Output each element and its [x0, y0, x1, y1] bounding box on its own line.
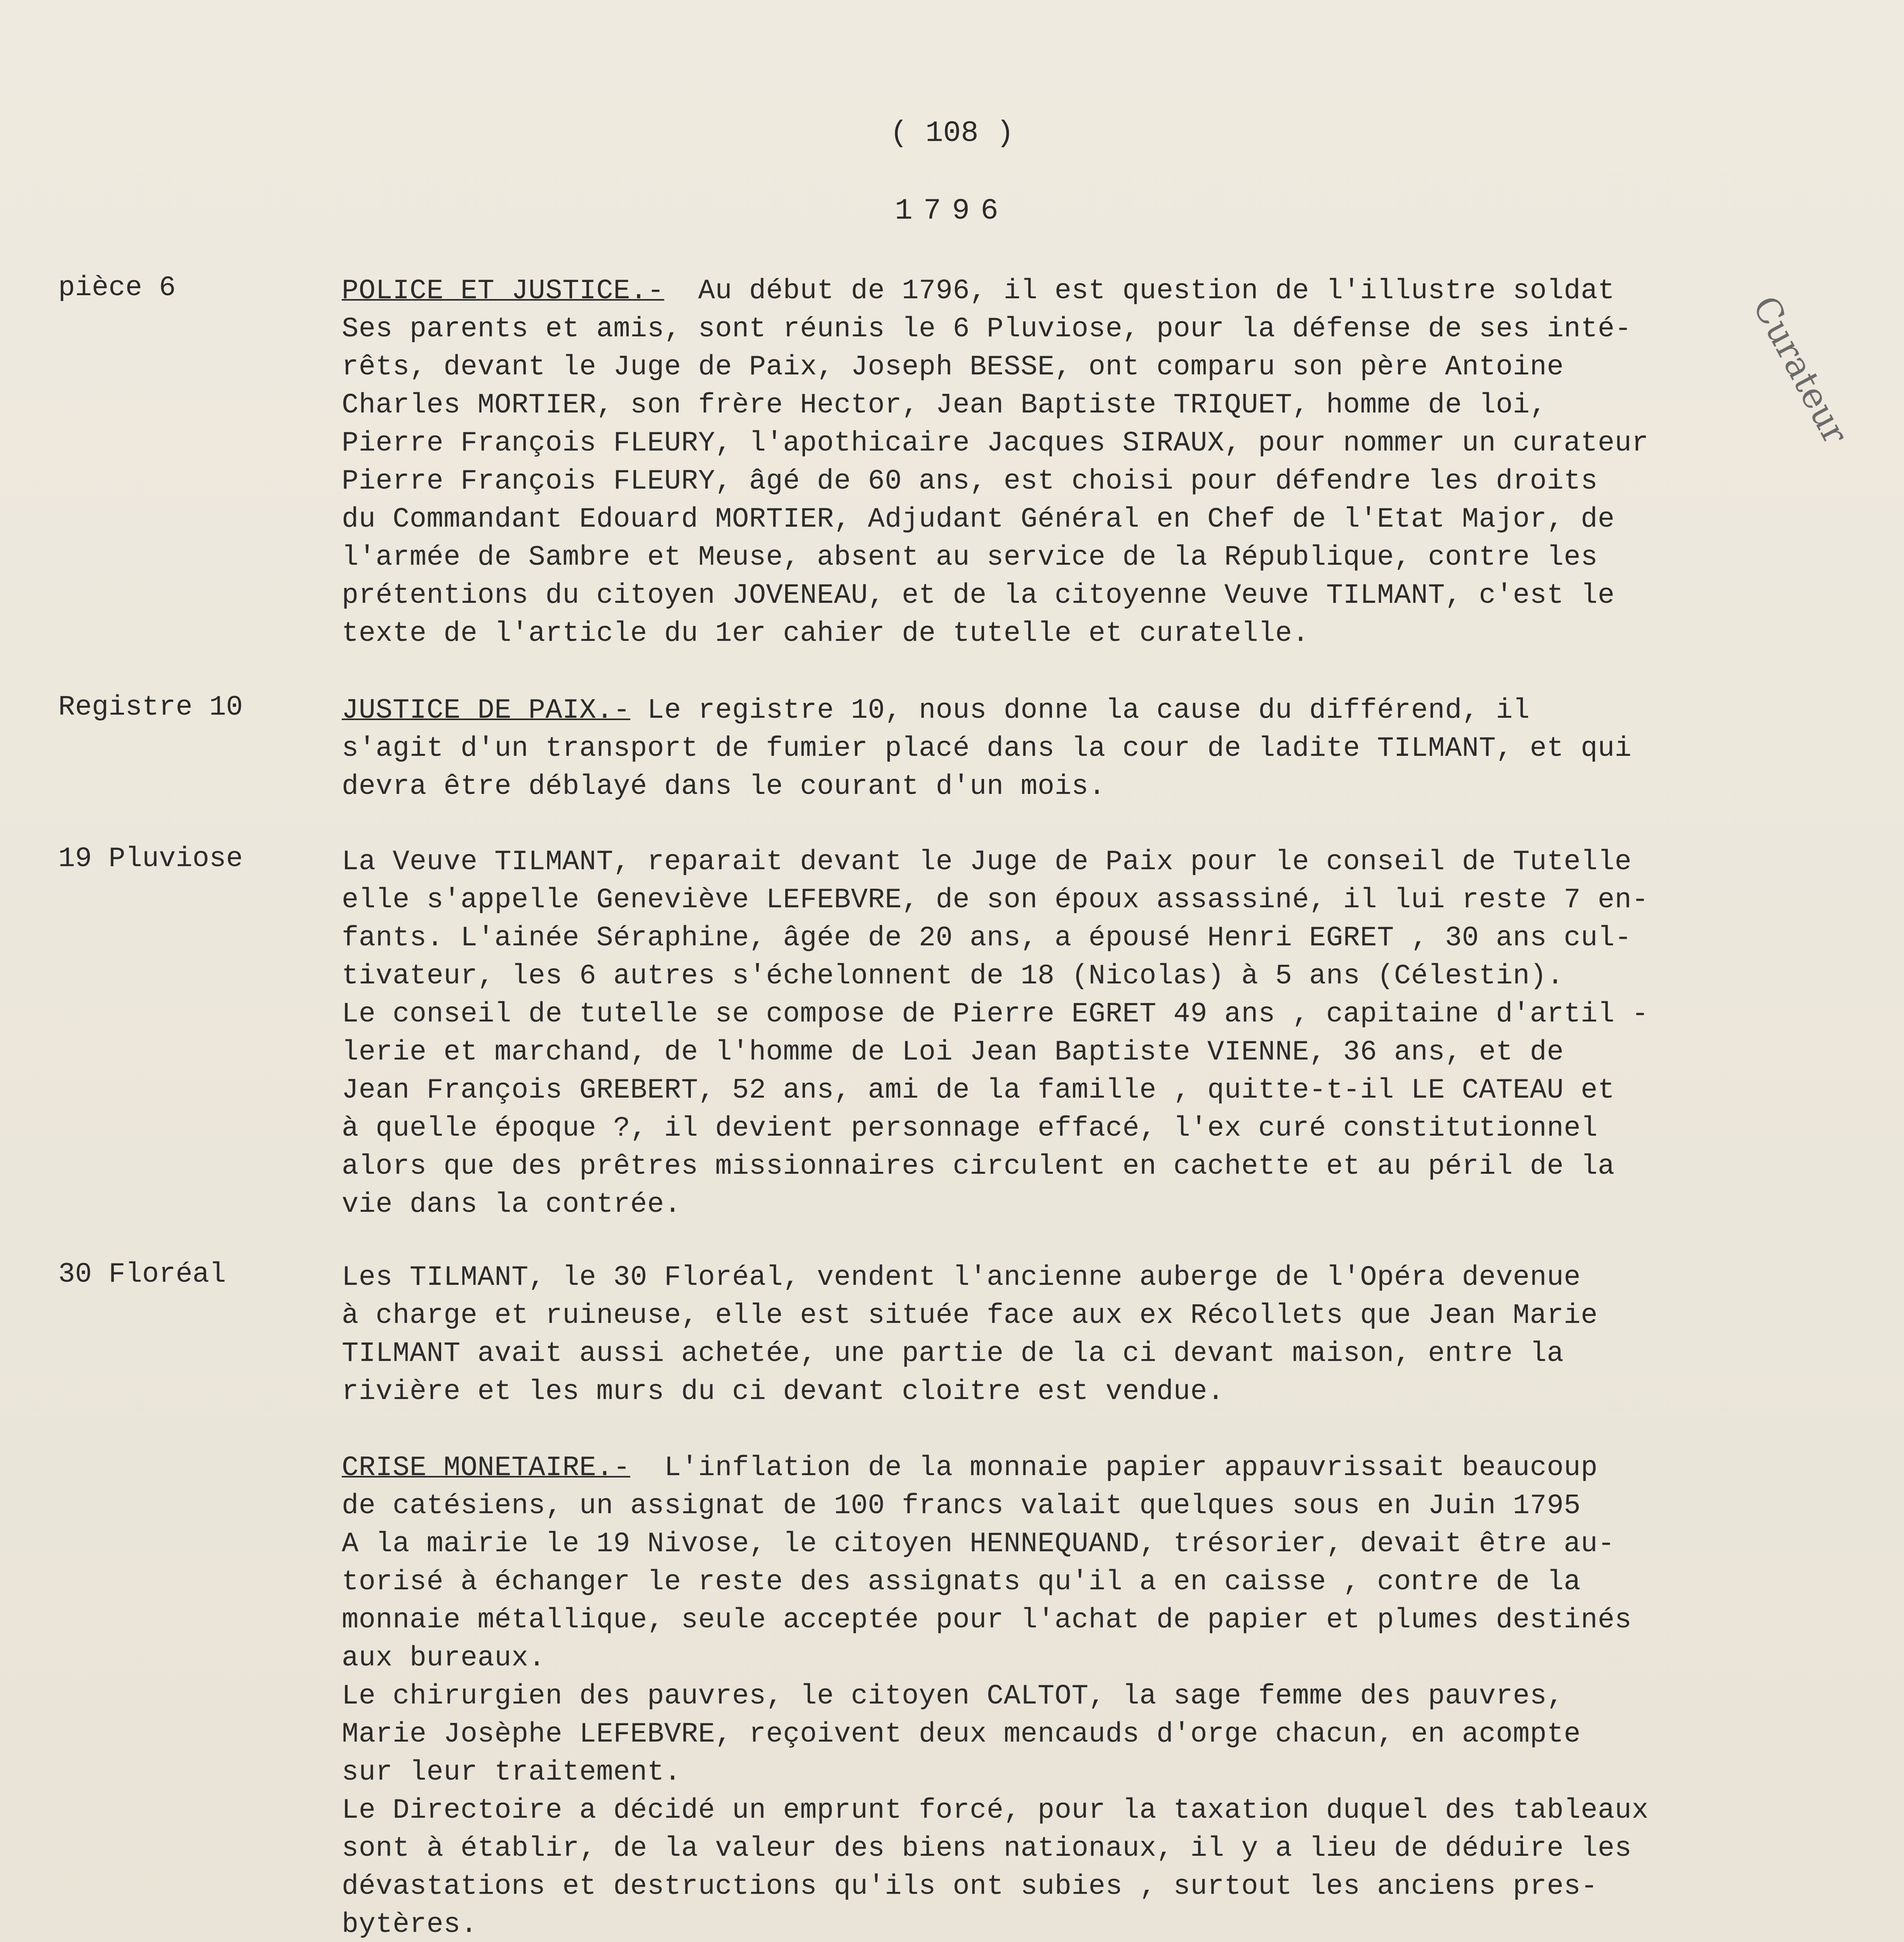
- entry-body: [342, 1449, 1837, 1942]
- text-line: lerie et marchand, de l'homme de Loi Jean Baptiste VIENNE, 36 ans, et de: [342, 1036, 1564, 1068]
- text-line: Le chirurgien des pauvres, le citoyen CALTOT, la sage femme des pauvres,: [342, 1680, 1564, 1712]
- text-line: La Veuve TILMANT, reparait devant le Juge de Paix pour le conseil de Tutelle: [342, 846, 1632, 878]
- text-line: texte de l'article du 1er cahier de tutelle et curatelle.: [342, 618, 1309, 649]
- text-line: Pierre François FLEURY, âgé de 60 ans, est choisi pour défendre les droits: [342, 465, 1598, 497]
- text-line: tivateur, les 6 autres s'échelonnent de 18 (Nicolas) à 5 ans (Célestin).: [342, 960, 1564, 992]
- handwritten-annotation: Curateur: [1744, 289, 1856, 451]
- text-line: de catésiens, un assignat de 100 francs valait quelques sous en Juin 1795: [342, 1490, 1581, 1522]
- margin-note: Registre 10: [58, 691, 243, 723]
- text-line: sont à établir, de la valeur des biens nationaux, il y a lieu de déduire les: [342, 1832, 1632, 1864]
- text-line: Marie Josèphe LEFEBVRE, reçoivent deux mencauds d'orge chacun, en acompte: [342, 1718, 1581, 1750]
- entry-body: [342, 691, 1837, 806]
- text-line: devra être déblayé dans le courant d'un mois.: [342, 771, 1106, 802]
- text-line: alors que des prêtres missionnaires circulent en cachette et au péril de la: [342, 1150, 1615, 1182]
- text-line: prétentions du citoyen JOVENEAU, et de la citoyenne Veuve TILMANT, c'est le: [342, 579, 1615, 611]
- section-heading: POLICE ET JUSTICE.-: [342, 275, 664, 307]
- text-line: TILMANT avait aussi achetée, une partie de la ci devant maison, entre la: [342, 1338, 1564, 1369]
- text-line: A la mairie le 19 Nivose, le citoyen HENNEQUAND, trésorier, devait être au-: [342, 1528, 1615, 1560]
- page-number: ( 108 ): [890, 117, 1014, 150]
- text-line: Les TILMANT, le 30 Floréal, vendent l'ancienne auberge de l'Opéra devenue: [342, 1262, 1581, 1293]
- margin-note: pièce 6: [58, 272, 176, 304]
- text-line: L'inflation de la monnaie papier appauvrissait beaucoup: [664, 1452, 1598, 1484]
- text-line: Le Directoire a décidé un emprunt forcé, pour la taxation duquel des tableaux: [342, 1794, 1649, 1826]
- entry-body: [342, 843, 1837, 1223]
- section-heading: CRISE MONETAIRE.-: [342, 1452, 631, 1484]
- text-line: à charge et ruineuse, elle est située face aux ex Récollets que Jean Marie: [342, 1300, 1598, 1331]
- entry-body: [342, 1258, 1837, 1411]
- text-line: fants. L'ainée Séraphine, âgée de 20 ans, a épousé Henri EGRET , 30 ans cul-: [342, 922, 1632, 954]
- entry-body: [342, 272, 1837, 653]
- text-line: sur leur traitement.: [342, 1756, 682, 1788]
- year-heading: 1796: [895, 194, 1009, 228]
- margin-note: 19 Pluviose: [58, 843, 243, 875]
- text-line: Charles MORTIER, son frère Hector, Jean Baptiste TRIQUET, homme de loi,: [342, 389, 1547, 421]
- text-line: bytères.: [342, 1909, 478, 1940]
- text-line: s'agit d'un transport de fumier placé dans la cour de ladite TILMANT, et qui: [342, 733, 1632, 764]
- text-line: aux bureaux.: [342, 1642, 546, 1674]
- text-line: monnaie métallique, seule acceptée pour l'achat de papier et plumes destinés: [342, 1604, 1632, 1636]
- text-line: l'armée de Sambre et Meuse, absent au service de la République, contre les: [342, 541, 1598, 573]
- text-line: Jean François GREBERT, 52 ans, ami de la famille , quitte-t-il LE CATEAU et: [342, 1074, 1615, 1106]
- text-line: dévastations et destructions qu'ils ont subies , surtout les anciens pres-: [342, 1871, 1598, 1902]
- text-line: Pierre François FLEURY, l'apothicaire Jacques SIRAUX, pour nommer un curateur: [342, 427, 1649, 459]
- text-line: Au début de 1796, il est question de l'illustre soldat: [698, 275, 1615, 307]
- text-line: rêts, devant le Juge de Paix, Joseph BESSE, ont comparu son père Antoine: [342, 351, 1564, 383]
- section-heading: JUSTICE DE PAIX.-: [342, 694, 631, 726]
- text-line: torisé à échanger le reste des assignats qu'il a en caisse , contre de la: [342, 1566, 1581, 1598]
- text-line: du Commandant Edouard MORTIER, Adjudant Général en Chef de l'Etat Major, de: [342, 503, 1615, 535]
- text-line: rivière et les murs du ci devant cloitre est vendue.: [342, 1376, 1224, 1408]
- margin-note: 30 Floréal: [58, 1258, 226, 1290]
- text-line: Le conseil de tutelle se compose de Pierre EGRET 49 ans , capitaine d'artil -: [342, 998, 1649, 1030]
- text-line: elle s'appelle Geneviève LEFEBVRE, de son époux assassiné, il lui reste 7 en-: [342, 884, 1649, 916]
- text-line: Ses parents et amis, sont réunis le 6 Pluviose, pour la défense de ses inté-: [342, 313, 1632, 345]
- text-line: Le registre 10, nous donne la cause du différend, il: [647, 694, 1530, 726]
- text-line: vie dans la contrée.: [342, 1189, 682, 1220]
- text-line: à quelle époque ?, il devient personnage effacé, l'ex curé constitutionnel: [342, 1112, 1598, 1144]
